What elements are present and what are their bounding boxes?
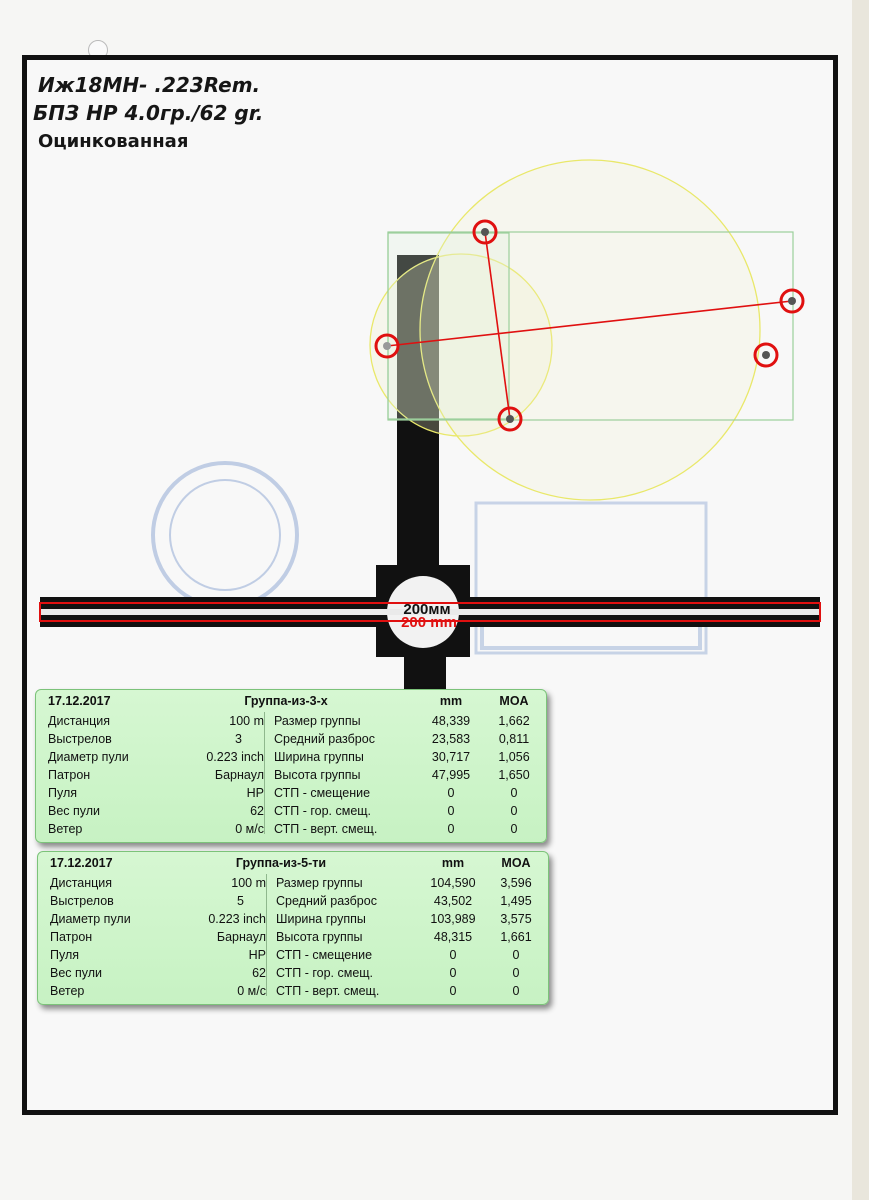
stat-moa: 3,596 [500,876,532,890]
stat-mm: 47,995 [431,768,471,782]
param-label: Ветер [48,822,83,836]
stat-mm: 48,339 [431,714,471,728]
bullet-hole [781,290,803,312]
stat-label: Высота группы [276,930,363,944]
param-label: Дистанция [48,714,111,728]
param-value: 100 m [231,876,266,890]
stat-mm: 48,315 [433,930,473,944]
card-row [36,786,546,804]
stat-label: Ширина группы [274,750,364,764]
param-value: Барнаул [214,768,264,782]
stat-moa: 0 [512,984,520,998]
cross-vertical-bottom [404,650,446,690]
param-value: HP [248,948,266,962]
param-value: HP [246,786,264,800]
stat-label: Размер группы [276,876,363,890]
card-group-name: Группа-из-5-ти [235,856,327,870]
param-value: 62 [250,804,264,818]
stat-mm: 43,502 [433,894,473,908]
stat-mm: 104,590 [430,876,476,890]
param-value: 62 [252,966,266,980]
card-row [38,912,548,930]
rifle-title: Иж18МН- .223Rem. [38,73,261,97]
stat-label: Ширина группы [276,912,366,926]
faded-stamp-rect [476,503,706,653]
card-row [38,894,548,912]
stat-label: Размер группы [274,714,361,728]
stat-moa: 1,495 [500,894,532,908]
param-label: Патрон [48,768,91,782]
card-row [38,948,548,966]
param-label: Ветер [50,984,85,998]
group-3-box [388,233,509,419]
param-value: Барнаул [216,930,266,944]
param-label: Выстрелов [48,732,112,746]
card-date: 17.12.2017 [50,856,113,870]
card-date: 17.12.2017 [48,694,111,708]
scale-label-red: 200 mm [401,614,457,631]
param-value: 3 [235,732,242,746]
col-mm-header: mm [441,856,465,870]
stat-moa: 1,056 [498,750,530,764]
stat-mm: 23,583 [431,732,471,746]
param-value: 5 [237,894,244,908]
stat-label: Средний разброс [276,894,377,908]
stat-label: СТП - смещение [274,786,371,800]
card-row [36,714,546,732]
stat-moa: 0 [510,786,518,800]
ammo-title: БПЗ НР 4.0гр./62 gr. [33,101,264,125]
param-label: Диаметр пули [48,750,129,764]
col-mm-header: mm [439,694,463,708]
param-value: 0 м/с [237,984,266,998]
stat-moa: 1,662 [498,714,530,728]
stat-moa: 1,661 [500,930,532,944]
param-value: 0.223 inch [206,750,264,764]
stat-label: СТП - гор. смещ. [276,966,374,980]
stat-moa: 0,811 [498,732,530,746]
stat-label: СТП - верт. смещ. [274,822,378,836]
stat-label: СТП - смещение [276,948,373,962]
group-5-stats-card [37,851,549,1005]
card-row [36,732,546,750]
stat-moa: 3,575 [500,912,532,926]
param-value: 100 m [229,714,264,728]
stat-mm: 0 [447,804,455,818]
param-label: Диаметр пули [50,912,131,926]
stat-mm: 0 [447,786,455,800]
stat-mm: 0 [449,966,457,980]
card-row [36,750,546,768]
stat-label: СТП - гор. смещ. [274,804,372,818]
param-value: 0.223 inch [208,912,266,926]
param-label: Пуля [48,786,78,800]
param-value: 0 м/с [235,822,264,836]
group-3-stats-card [35,689,547,843]
stat-moa: 0 [512,948,520,962]
param-label: Патрон [50,930,93,944]
stat-mm: 0 [449,984,457,998]
stat-label: Средний разброс [274,732,375,746]
stat-mm: 0 [447,822,455,836]
stat-moa: 1,650 [498,768,530,782]
card-row [38,966,548,984]
param-label: Пуля [50,948,80,962]
stat-mm: 0 [449,948,457,962]
param-label: Дистанция [50,876,113,890]
card-row [36,768,546,786]
card-row [38,930,548,948]
stat-mm: 103,989 [430,912,476,926]
col-moa-header: MOA [499,694,529,708]
param-label: Выстрелов [50,894,114,908]
stat-moa: 0 [510,804,518,818]
card-row [38,984,548,1002]
stat-mm: 30,717 [431,750,471,764]
stat-label: Высота группы [274,768,361,782]
col-moa-header: MOA [501,856,531,870]
param-label: Вес пули [50,966,103,980]
stat-moa: 0 [512,966,520,980]
card-row [36,822,546,840]
card-row [38,876,548,894]
card-row [36,804,546,822]
card-group-name: Группа-из-3-х [244,694,328,708]
stat-label: СТП - верт. смещ. [276,984,380,998]
coating-title: Оцинкованная [38,131,189,152]
stat-moa: 0 [510,822,518,836]
faded-stamp-round [153,463,297,607]
param-label: Вес пули [48,804,101,818]
scale-label-black: 200мм [403,601,451,618]
